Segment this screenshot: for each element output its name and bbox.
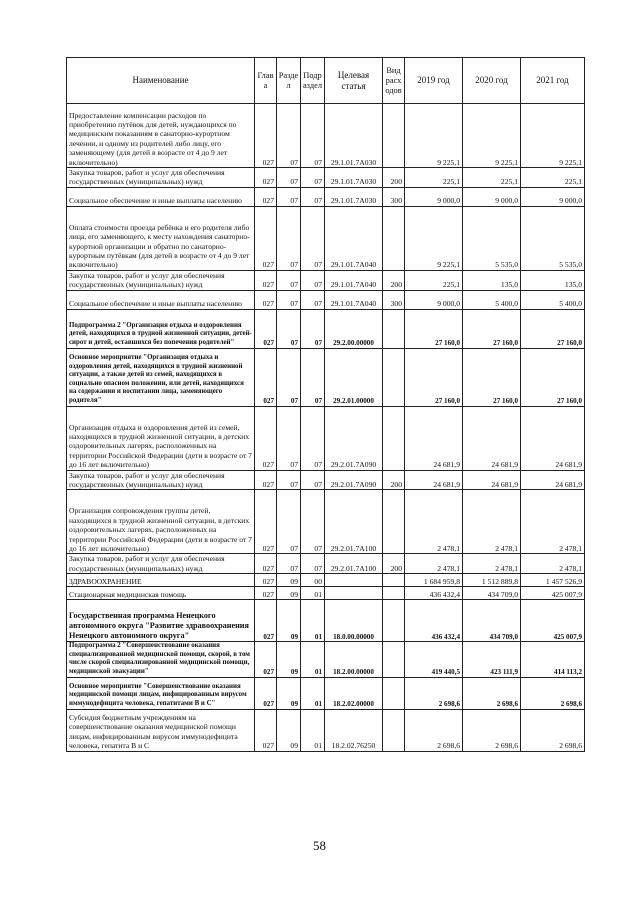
cell-podrazdel: 00	[301, 574, 325, 587]
cell-vid	[383, 406, 405, 470]
header-name: Наименование	[67, 58, 255, 104]
cell-razdel: 07	[277, 470, 301, 490]
cell-vid: 300	[383, 290, 405, 309]
cell-podrazdel: 07	[301, 309, 325, 348]
cell-y2021: 135,0	[521, 270, 585, 290]
cell-vid	[383, 587, 405, 600]
cell-y2020: 9 225,1	[463, 104, 521, 168]
cell-name: Государственная программа Ненецкого автономного округа "Развитие здравоохранения Ненецкого автономного округа"	[67, 600, 255, 642]
cell-glava: 027	[255, 104, 277, 168]
cell-vid: 200	[383, 470, 405, 490]
cell-y2019: 27 160,0	[405, 348, 463, 406]
cell-vid	[383, 600, 405, 642]
table-row	[67, 290, 585, 309]
header-podrazdel: Подр аздел	[301, 58, 325, 104]
cell-glava: 027	[255, 309, 277, 348]
cell-podrazdel: 07	[301, 406, 325, 470]
cell-y2019: 436 432,4	[405, 600, 463, 642]
cell-glava: 027	[255, 490, 277, 554]
cell-name: ЗДРАВООХРАНЕНИЕ	[67, 574, 255, 587]
cell-podrazdel: 07	[301, 168, 325, 188]
table-row	[67, 554, 585, 574]
cell-podrazdel: 07	[301, 270, 325, 290]
cell-target: 18.2.00.00000	[325, 642, 383, 677]
cell-y2019: 9 000,0	[405, 290, 463, 309]
table-row	[67, 677, 585, 709]
cell-glava: 027	[255, 290, 277, 309]
cell-target: 29.2.01.00000	[325, 348, 383, 406]
cell-vid	[383, 490, 405, 554]
table-row	[67, 206, 585, 270]
cell-y2021: 2 698,6	[521, 677, 585, 709]
cell-name: Закупка товаров, работ и услуг для обеспечения государственных (муниципальных) нужд	[67, 470, 255, 490]
cell-y2021: 9 000,0	[521, 187, 585, 206]
cell-glava: 027	[255, 600, 277, 642]
cell-name: Стационарная медицинская помощь	[67, 587, 255, 600]
cell-target: 18.0.00.00000	[325, 600, 383, 642]
cell-razdel: 07	[277, 490, 301, 554]
table-row	[67, 642, 585, 677]
cell-name: Закупка товаров, работ и услуг для обеспечения государственных (муниципальных) нужд	[67, 554, 255, 574]
cell-y2021: 5 535,0	[521, 206, 585, 270]
cell-razdel: 07	[277, 290, 301, 309]
cell-y2020: 2 478,1	[463, 554, 521, 574]
cell-razdel: 07	[277, 206, 301, 270]
cell-target: 29.2.00.00000	[325, 309, 383, 348]
cell-razdel: 07	[277, 187, 301, 206]
cell-target	[325, 574, 383, 587]
cell-podrazdel: 07	[301, 290, 325, 309]
cell-y2021: 24 681,9	[521, 406, 585, 470]
cell-podrazdel: 01	[301, 642, 325, 677]
cell-glava: 027	[255, 206, 277, 270]
cell-podrazdel: 07	[301, 104, 325, 168]
cell-vid: 300	[383, 187, 405, 206]
cell-target: 29.2.01.7А090	[325, 470, 383, 490]
cell-razdel: 07	[277, 168, 301, 188]
cell-podrazdel: 07	[301, 348, 325, 406]
table-row	[67, 490, 585, 554]
cell-razdel: 09	[277, 600, 301, 642]
cell-y2021: 2 478,1	[521, 554, 585, 574]
table-row	[67, 406, 585, 470]
cell-y2021: 225,1	[521, 168, 585, 188]
cell-target: 18.2.02.76250	[325, 709, 383, 751]
cell-y2020: 27 160,0	[463, 309, 521, 348]
cell-vid	[383, 348, 405, 406]
cell-podrazdel: 01	[301, 677, 325, 709]
cell-name: Организация отдыха и оздоровления детей из семей, находящихся в трудной жизненной ситуации, в детских оздоровительных лагерях, расположенных на территории Российской Федерации (дети в возрасте от 7 до 16 лет включительно)	[67, 406, 255, 470]
page-number: 58	[313, 838, 326, 853]
cell-y2019: 2 698,6	[405, 677, 463, 709]
cell-y2020: 24 681,9	[463, 406, 521, 470]
cell-glava: 027	[255, 677, 277, 709]
cell-podrazdel: 07	[301, 470, 325, 490]
table-row	[67, 600, 585, 642]
cell-y2019: 2 478,1	[405, 554, 463, 574]
cell-glava: 027	[255, 348, 277, 406]
cell-podrazdel: 01	[301, 709, 325, 751]
cell-vid	[383, 206, 405, 270]
cell-podrazdel: 07	[301, 187, 325, 206]
cell-razdel: 07	[277, 104, 301, 168]
header-target: Целевая статья	[325, 58, 383, 104]
cell-razdel: 07	[277, 554, 301, 574]
cell-name: Подпрограмма 2 "Организация отдыха и оздоровления детей, находящихся в трудной жизненной ситуации, детей-сирот и детей, оставшихся без попечения родителей"	[67, 309, 255, 348]
cell-y2020: 434 709,0	[463, 587, 521, 600]
cell-target: 29.2.01.7А100	[325, 554, 383, 574]
cell-y2020: 135,0	[463, 270, 521, 290]
table-row	[67, 187, 585, 206]
cell-y2020: 2 698,6	[463, 677, 521, 709]
cell-name: Организация сопровождения группы детей, находящихся в трудной жизненной ситуации, в детских оздоровительных лагерях, расположенных на территории Российской Федерации (дети в возрасте от 7 до 16 лет включительно)	[67, 490, 255, 554]
cell-target: 29.1.01.7А040	[325, 290, 383, 309]
cell-glava: 027	[255, 574, 277, 587]
cell-y2021: 425 007,9	[521, 587, 585, 600]
cell-y2020: 27 160,0	[463, 348, 521, 406]
cell-glava: 027	[255, 587, 277, 600]
cell-glava: 027	[255, 187, 277, 206]
table-header-row	[67, 58, 585, 104]
table-row	[67, 587, 585, 600]
budget-table	[66, 57, 585, 752]
cell-vid	[383, 104, 405, 168]
cell-razdel: 09	[277, 642, 301, 677]
cell-y2020: 24 681,9	[463, 470, 521, 490]
cell-target: 29.1.01.7А040	[325, 270, 383, 290]
cell-vid: 200	[383, 554, 405, 574]
cell-name: Оплата стоимости проезда ребёнка и его родителя либо лица, его заменяющего, к месту нахождения санаторно-курортной организации и обратно по санаторно-курортным путёвкам (для детей в возрасте от 4 до 9 лет включительно)	[67, 206, 255, 270]
cell-y2019: 24 681,9	[405, 470, 463, 490]
cell-y2019: 27 160,0	[405, 309, 463, 348]
cell-y2020: 1 512 889,8	[463, 574, 521, 587]
cell-y2020: 423 111,9	[463, 642, 521, 677]
header-2020: 2020 год	[463, 58, 521, 104]
cell-y2019: 436 432,4	[405, 587, 463, 600]
cell-podrazdel: 01	[301, 587, 325, 600]
cell-y2020: 9 000,0	[463, 187, 521, 206]
cell-vid	[383, 642, 405, 677]
cell-podrazdel: 07	[301, 206, 325, 270]
cell-target: 18.2.02.00000	[325, 677, 383, 709]
cell-y2019: 9 225,1	[405, 104, 463, 168]
cell-target	[325, 587, 383, 600]
cell-y2019: 2 478,1	[405, 490, 463, 554]
table-row	[67, 348, 585, 406]
cell-name: Закупка товаров, работ и услуг для обеспечения государственных (муниципальных) нужд	[67, 270, 255, 290]
table-row	[67, 470, 585, 490]
cell-razdel: 07	[277, 348, 301, 406]
table-row	[67, 709, 585, 751]
cell-target: 29.2.01.7А100	[325, 490, 383, 554]
header-vid: Вид расх одов	[383, 58, 405, 104]
cell-razdel: 09	[277, 587, 301, 600]
cell-glava: 027	[255, 642, 277, 677]
cell-y2020: 434 709,0	[463, 600, 521, 642]
cell-y2021: 414 113,2	[521, 642, 585, 677]
cell-y2019: 2 698,6	[405, 709, 463, 751]
cell-y2019: 1 684 959,8	[405, 574, 463, 587]
cell-glava: 027	[255, 554, 277, 574]
table-row	[67, 309, 585, 348]
cell-glava: 027	[255, 470, 277, 490]
cell-target: 29.1.01.7А030	[325, 187, 383, 206]
cell-vid	[383, 574, 405, 587]
cell-y2020: 225,1	[463, 168, 521, 188]
cell-glava: 027	[255, 270, 277, 290]
cell-y2021: 5 400,0	[521, 290, 585, 309]
cell-y2021: 425 007,9	[521, 600, 585, 642]
cell-podrazdel: 07	[301, 554, 325, 574]
header-glava: Глав а	[255, 58, 277, 104]
cell-razdel: 09	[277, 709, 301, 751]
header-razdel: Разде л	[277, 58, 301, 104]
cell-y2020: 2 698,6	[463, 709, 521, 751]
cell-y2021: 27 160,0	[521, 348, 585, 406]
cell-name: Социальное обеспечение и иные выплаты населению	[67, 187, 255, 206]
cell-razdel: 07	[277, 406, 301, 470]
cell-y2021: 9 225,1	[521, 104, 585, 168]
cell-y2019: 9 225,1	[405, 206, 463, 270]
cell-name: Социальное обеспечение и иные выплаты населению	[67, 290, 255, 309]
cell-y2021: 2 698,6	[521, 709, 585, 751]
cell-y2019: 419 440,5	[405, 642, 463, 677]
cell-name: Субсидия бюджетным учреждениям на совершенствование оказания медицинской помощи лицам, инфицированным вирусом иммунодефицита человека, гепатита В и С	[67, 709, 255, 751]
cell-vid: 200	[383, 168, 405, 188]
cell-y2019: 9 000,0	[405, 187, 463, 206]
cell-glava: 027	[255, 168, 277, 188]
cell-vid: 200	[383, 270, 405, 290]
cell-target: 29.1.01.7А030	[325, 168, 383, 188]
cell-podrazdel: 07	[301, 490, 325, 554]
table-body	[67, 104, 585, 752]
header-2021: 2021 год	[521, 58, 585, 104]
cell-razdel: 09	[277, 574, 301, 587]
cell-target: 29.2.01.7А090	[325, 406, 383, 470]
cell-y2021: 1 457 526,9	[521, 574, 585, 587]
cell-target: 29.1.01.7А030	[325, 104, 383, 168]
cell-glava: 027	[255, 406, 277, 470]
cell-y2021: 24 681,9	[521, 470, 585, 490]
cell-y2019: 225,1	[405, 168, 463, 188]
cell-name: Подпрограмма 2 "Совершенствование оказания специализированной медицинской помощи, скорой, в том числе скорой специализированной медицинской помощи, медицинской эвакуации"	[67, 642, 255, 677]
cell-y2021: 27 160,0	[521, 309, 585, 348]
cell-razdel: 07	[277, 309, 301, 348]
cell-y2020: 5 400,0	[463, 290, 521, 309]
cell-y2020: 5 535,0	[463, 206, 521, 270]
cell-name: Закупка товаров, работ и услуг для обеспечения государственных (муниципальных) нужд	[67, 168, 255, 188]
table-row	[67, 270, 585, 290]
cell-y2021: 2 478,1	[521, 490, 585, 554]
cell-target: 29.1.01.7А040	[325, 206, 383, 270]
cell-vid	[383, 677, 405, 709]
cell-vid	[383, 309, 405, 348]
cell-razdel: 09	[277, 677, 301, 709]
cell-name: Основное мероприятие "Организация отдыха и оздоровления детей, находящихся в трудной жизненной ситуации, а также детей из семей, находящихся в социально опасном положении, или детей, находящихся на содержании и воспитании лица, заменяющего родителя"	[67, 348, 255, 406]
cell-name: Основное мероприятие "Совершенствование оказания медицинской помощи лицам, инфицированным вирусом иммунодефицита человека, гепатитами В и С"	[67, 677, 255, 709]
cell-name: Предоставление компенсации расходов по приобретению путёвок для детей, нуждающихся по медицинским показаниям в санаторно-курортном лечении, и одному из родителей либо лицу, его заменяющему (для детей в возрасте от 4 до 9 лет включительно)	[67, 104, 255, 168]
cell-podrazdel: 01	[301, 600, 325, 642]
cell-glava: 027	[255, 709, 277, 751]
table-row	[67, 574, 585, 587]
cell-vid	[383, 709, 405, 751]
table-row	[67, 104, 585, 168]
header-2019: 2019 год	[405, 58, 463, 104]
cell-razdel: 07	[277, 270, 301, 290]
cell-y2019: 24 681,9	[405, 406, 463, 470]
cell-y2020: 2 478,1	[463, 490, 521, 554]
table-row	[67, 168, 585, 188]
cell-y2019: 225,1	[405, 270, 463, 290]
